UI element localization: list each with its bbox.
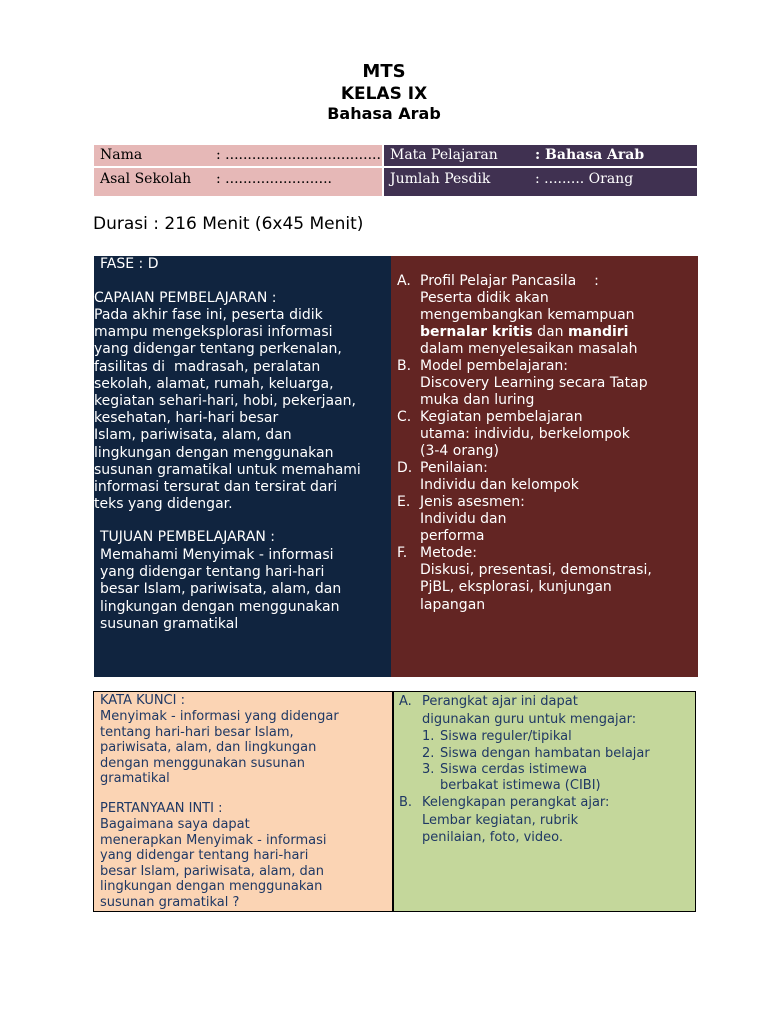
tujuan-heading: TUJUAN PEMBELAJARAN : bbox=[100, 529, 276, 545]
keywords-box bbox=[93, 691, 393, 912]
asal-sekolah-label: Asal Sekolah bbox=[100, 171, 192, 187]
jumlah-pesdik-label: Jumlah Pesdik bbox=[390, 171, 491, 187]
kata-kunci-heading: KATA KUNCI : bbox=[100, 693, 185, 708]
item-a-line4: dalam menyelesaikan masalah bbox=[420, 341, 638, 357]
mata-pelajaran-row bbox=[384, 145, 697, 166]
jumlah-pesdik-row bbox=[384, 168, 697, 196]
pertanyaan-inti-text: Bagaimana saya dapat menerapkan Menyimak - informasi yang didengar tentang hari-hari besar Islam, pariwisata, alam, dan lingkungan dengan menggunakan susunan gramatikal ? bbox=[100, 817, 327, 910]
target-text: Perangkat ajar ini dapat digunakan guru untuk mengajar: bbox=[422, 694, 637, 727]
nama-label: Nama bbox=[100, 147, 143, 163]
sub1-text: Siswa reguler/tipikal bbox=[440, 729, 572, 744]
pertanyaan-inti-heading: PERTANYAAN INTI : bbox=[100, 801, 223, 816]
phase-label: FASE : D bbox=[100, 256, 159, 272]
item-d-text: Penilaian: Individu dan kelompok bbox=[420, 460, 579, 494]
item-c-text: Kegiatan pembelajaran utama: individu, berkelompok (3-4 orang) bbox=[420, 409, 630, 460]
item-d-marker: D. bbox=[397, 460, 413, 476]
subject-title: Bahasa Arab bbox=[327, 104, 441, 123]
teaching-kit-box bbox=[393, 691, 696, 912]
item-a-title: Profil Pelajar Pancasila : bbox=[420, 273, 599, 289]
item-a-marker: A. bbox=[397, 273, 411, 289]
sub3-text: Siswa cerdas istimewa berbakat istimewa (CIBI) bbox=[440, 762, 601, 793]
duration-text: Durasi : 216 Menit (6x45 Menit) bbox=[93, 214, 364, 234]
item-f-marker: F. bbox=[397, 545, 408, 561]
item-b-text: Model pembelajaran: Discovery Learning secara Tatap muka dan luring bbox=[420, 358, 648, 409]
kit-text: Kelengkapan perangkat ajar: Lembar kegiatan, rubrik penilaian, foto, video. bbox=[422, 795, 610, 845]
sub2-text: Siswa dengan hambatan belajar bbox=[440, 746, 650, 761]
item-a-line1: Peserta didik akan bbox=[420, 290, 549, 306]
sub3-marker: 3. bbox=[422, 762, 435, 777]
asal-sekolah-value: : ........................ bbox=[216, 171, 332, 187]
item-a-line2: mengembangkan kemampuan bbox=[420, 307, 635, 323]
sub2-marker: 2. bbox=[422, 746, 435, 761]
mandiri-text: mandiri bbox=[567, 324, 629, 340]
dan-text: dan bbox=[532, 324, 568, 340]
mata-pelajaran-label: Mata Pelajaran bbox=[390, 147, 498, 163]
target-marker: A. bbox=[399, 694, 412, 709]
item-e-marker: E. bbox=[397, 494, 411, 510]
class-title: KELAS IX bbox=[340, 84, 428, 104]
learning-outcomes-box bbox=[94, 256, 391, 677]
jumlah-pesdik-value: : ......... Orang bbox=[535, 171, 634, 187]
item-f-text: Metode: Diskusi, presentasi, demonstrasi, PjBL, eksplorasi, kunjungan lapangan bbox=[420, 545, 652, 613]
mata-pelajaran-value: : Bahasa Arab bbox=[535, 147, 645, 163]
learning-profile-box bbox=[391, 256, 698, 677]
school-title: MTS bbox=[362, 61, 406, 82]
tujuan-text: Memahami Menyimak - informasi yang didengar tentang hari-hari besar Islam, pariwisata, alam, dan lingkungan dengan menggunakan susunan gramatikal bbox=[100, 547, 342, 632]
capaian-text: Pada akhir fase ini, peserta didik mampu mengeksplorasi informasi yang didengar tentang perkenalan, fasilitas di madrasah, peralatan sekolah, alamat, rumah, keluarga, kegiatan sehari-hari, hobi, pekerjaan, kesehatan, hari-hari besar Islam, pariwisata, alam, dan lingkungan dengan menggunakan susunan gramatikal untuk memahami informasi tersurat dan tersirat dari teks yang didengar. bbox=[94, 307, 361, 513]
item-c-marker: C. bbox=[397, 409, 412, 425]
kit-marker: B. bbox=[399, 795, 413, 810]
bernalar-kritis-text: bernalar kritis bbox=[420, 324, 533, 340]
nama-value: : ................................... bbox=[216, 147, 381, 163]
nama-row bbox=[94, 145, 382, 166]
item-b-marker: B. bbox=[397, 358, 412, 374]
capaian-heading: CAPAIAN PEMBELAJARAN : bbox=[94, 290, 277, 306]
asal-sekolah-row bbox=[94, 168, 382, 196]
sub1-marker: 1. bbox=[422, 729, 435, 744]
kata-kunci-text: Menyimak - informasi yang didengar tentang hari-hari besar Islam, pariwisata, alam, dan lingkungan dengan menggunakan susunan gramatikal bbox=[100, 709, 339, 787]
item-e-text: Jenis asesmen: Individu dan performa bbox=[420, 494, 525, 545]
item-a-line3 bbox=[420, 324, 628, 341]
